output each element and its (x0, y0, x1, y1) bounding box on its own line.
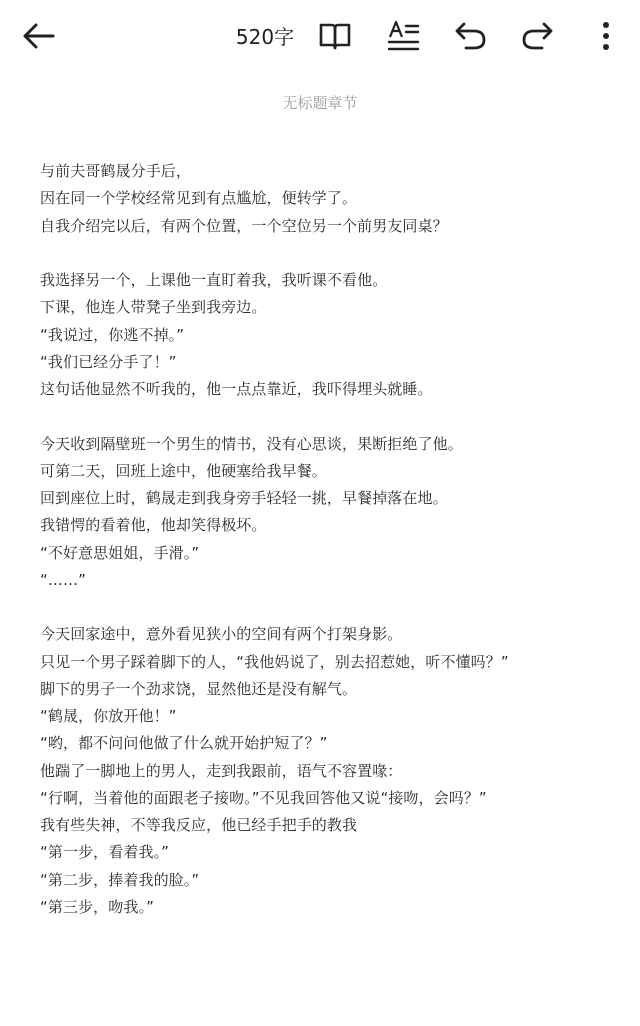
text-line: “第二步，捧着我的脸。” (40, 870, 200, 889)
text-format-icon (385, 20, 421, 52)
text-line: 自我介绍完以后，有两个位置，一个空位另一个前男友同桌？ (40, 216, 448, 235)
word-count: 520字 (235, 25, 295, 49)
book-icon (318, 21, 352, 51)
text-line: 因在同一个学校经常见到有点尴尬，便转学了。 (40, 189, 358, 208)
text-line: “我们已经分手了！” (40, 352, 177, 371)
text-line: 回到座位上时，鹤晟走到我身旁手轻轻一挑，早餐掉落在地。 (40, 489, 448, 507)
text-line: “不好意思姐姐，手滑。” (40, 543, 200, 562)
text-format-button[interactable] (381, 14, 425, 58)
text-line: “第一步，看着我。” (40, 843, 170, 862)
more-options-button[interactable] (584, 14, 628, 58)
text-line: “哟，都不问问他做了什么就开始护短了？” (40, 734, 328, 753)
chapter-content-editor[interactable] (40, 158, 620, 921)
text-line: “第三步，吻我。” (40, 897, 154, 916)
blank-line (40, 594, 620, 621)
back-arrow-icon (22, 22, 56, 50)
text-line: 我错愕的看着他，他却笑得极坏。 (40, 516, 267, 535)
text-line: 今天收到隔壁班一个男生的情书，没有心思谈，果断拒绝了他。 (40, 434, 463, 453)
text-line: 他踹了一脚地上的男人，走到我跟前，语气不容置喙： (40, 761, 403, 780)
text-line: “鹤晟，你放开他！” (40, 707, 177, 725)
blank-line (40, 403, 620, 430)
text-line: “行啊，当着他的面跟老子接吻。”不见我回答他又说“接吻，会吗？” (40, 788, 487, 807)
text-line: 可第二天，回班上途中，他硬塞给我早餐。 (40, 461, 327, 480)
text-line: 我有些失神，不等我反应，他已经手把手的教我 (40, 816, 358, 834)
chapter-title[interactable]: 无标题章节 (282, 94, 358, 112)
text-line: 我选择另一个，上课他一直盯着我，我听课不看他。 (40, 271, 388, 289)
redo-icon (520, 21, 556, 51)
more-vert-icon (601, 20, 611, 52)
text-line: 今天回家途中，意外看见狭小的空间有两个打架身影。 (40, 625, 403, 644)
text-line: 下课，他连人带凳子坐到我旁边。 (40, 298, 267, 317)
text-line: 只见一个男子踩着脚下的人，“我他妈说了，别去招惹她，听不懂吗？” (40, 652, 509, 671)
text-line: “我说过，你逃不掉。” (40, 325, 185, 344)
text-line: 与前夫哥鹤晟分手后， (40, 162, 192, 180)
redo-button[interactable] (516, 14, 560, 58)
back-button[interactable] (17, 14, 61, 58)
top-toolbar (0, 0, 640, 72)
undo-button[interactable] (448, 14, 492, 58)
undo-icon (452, 21, 488, 51)
text-line: “……” (40, 570, 86, 589)
blank-line (40, 240, 620, 267)
text-line: 脚下的男子一个劲求饶，显然他还是没有解气。 (40, 679, 358, 698)
text-line: 这句话他显然不听我的，他一点点靠近，我吓得埋头就睡。 (40, 380, 433, 398)
book-button[interactable] (313, 14, 357, 58)
